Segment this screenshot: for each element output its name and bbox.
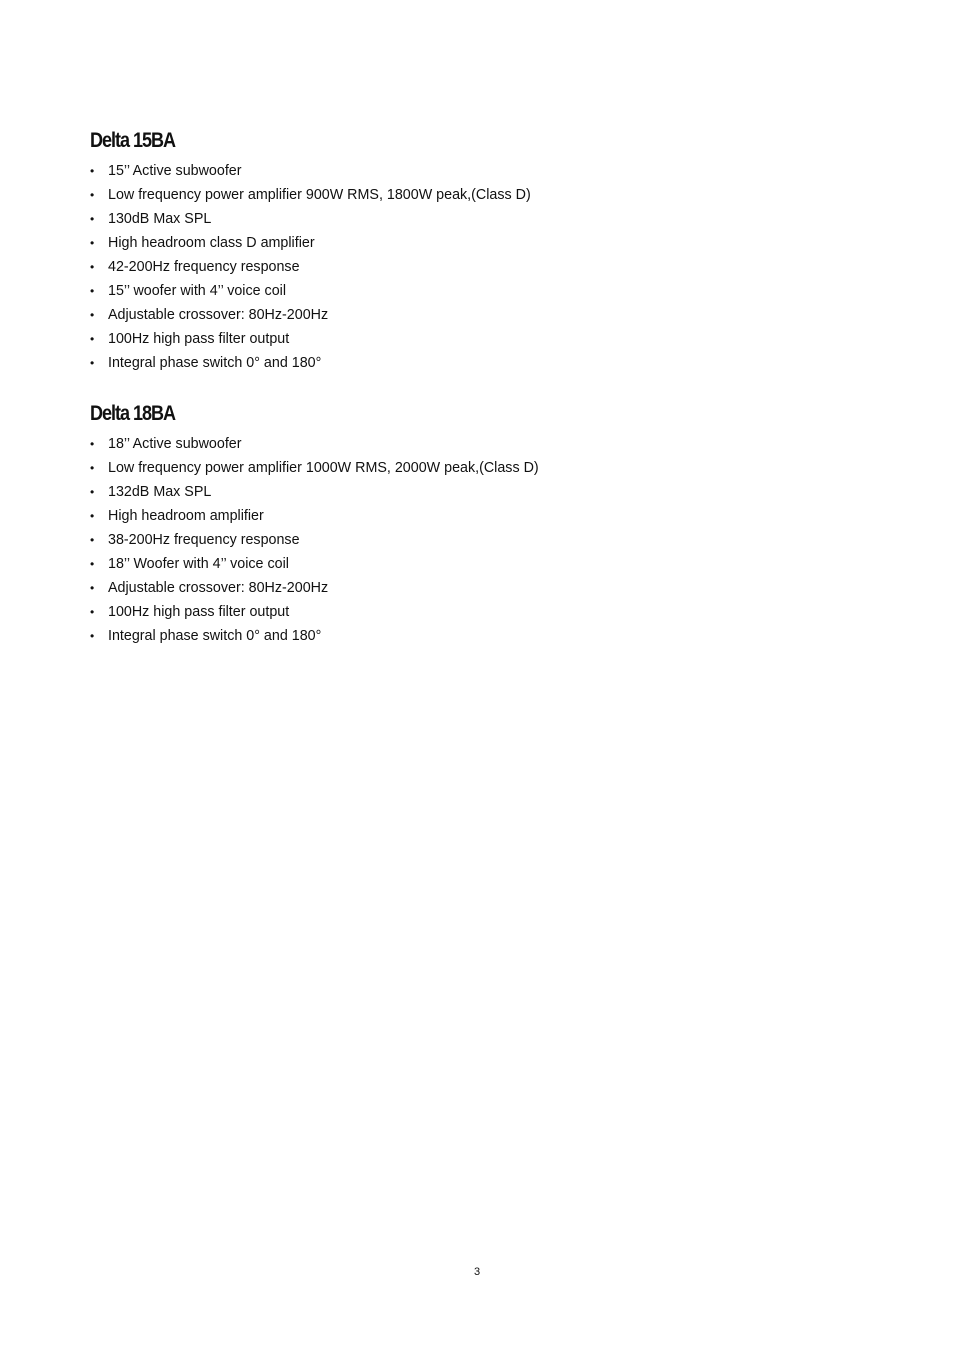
- list-item: [90, 480, 790, 504]
- list-item-text: Integral phase switch 0° and 180°: [108, 628, 322, 644]
- list-item-text: Low frequency power amplifier 1000W RMS, 2000W peak,(Class D): [108, 460, 539, 476]
- list-item: [90, 600, 790, 624]
- list-item-text: High headroom class D amplifier: [108, 235, 315, 251]
- list-item: [90, 552, 790, 576]
- list-item: [90, 207, 790, 231]
- list-item: [90, 255, 790, 279]
- bullet-icon: •: [90, 437, 95, 451]
- list-item-text: Adjustable crossover: 80Hz-200Hz: [108, 580, 329, 596]
- list-item: [90, 279, 790, 303]
- bullet-icon: •: [90, 485, 95, 499]
- list-item-text: 15’’ woofer with 4’’ voice coil: [108, 283, 287, 299]
- bullet-icon: •: [90, 533, 95, 547]
- list-item-text: 18’’ Active subwoofer: [108, 436, 242, 452]
- list-item-text: Low frequency power amplifier 900W RMS, 1800W peak,(Class D): [108, 187, 531, 203]
- bullet-icon: •: [90, 236, 95, 250]
- bullet-icon: •: [90, 284, 95, 298]
- bullet-icon: •: [90, 332, 95, 346]
- spec-list: [90, 432, 790, 648]
- list-item: [90, 504, 790, 528]
- bullet-icon: •: [90, 308, 95, 322]
- bullet-icon: •: [90, 509, 95, 523]
- list-item: [90, 432, 790, 456]
- list-item: [90, 456, 790, 480]
- list-item-text: 100Hz high pass filter output: [108, 604, 290, 620]
- list-item: [90, 351, 790, 375]
- list-item: [90, 576, 790, 600]
- bullet-icon: •: [90, 164, 95, 178]
- bullet-icon: •: [90, 581, 95, 595]
- list-item: [90, 327, 790, 351]
- list-item-text: 100Hz high pass filter output: [108, 331, 290, 347]
- list-item-text: 18’’ Woofer with 4’’ voice coil: [108, 556, 289, 572]
- bullet-icon: •: [90, 212, 95, 226]
- list-item-text: 42-200Hz frequency response: [108, 259, 300, 275]
- section-heading: Delta 18BA: [90, 402, 176, 425]
- bullet-icon: •: [90, 605, 95, 619]
- section-heading: Delta 15BA: [90, 129, 176, 152]
- bullet-icon: •: [90, 629, 95, 643]
- list-item-text: 15’’ Active subwoofer: [108, 163, 242, 179]
- list-item: [90, 303, 790, 327]
- bullet-icon: •: [90, 188, 95, 202]
- list-item-text: 38-200Hz frequency response: [108, 532, 300, 548]
- spec-list: [90, 159, 790, 375]
- list-item-text: Adjustable crossover: 80Hz-200Hz: [108, 307, 329, 323]
- list-item-text: High headroom amplifier: [108, 508, 264, 524]
- bullet-icon: •: [90, 260, 95, 274]
- bullet-icon: •: [90, 557, 95, 571]
- list-item-text: 132dB Max SPL: [108, 484, 212, 500]
- list-item-text: Integral phase switch 0° and 180°: [108, 355, 322, 371]
- bullet-icon: •: [90, 461, 95, 475]
- bullet-icon: •: [90, 356, 95, 370]
- list-item-text: 130dB Max SPL: [108, 211, 212, 227]
- page-number: 3: [473, 1266, 481, 1278]
- list-item: [90, 528, 790, 552]
- list-item: [90, 624, 790, 648]
- list-item: [90, 159, 790, 183]
- delta-15ba-section: [90, 127, 790, 375]
- list-item: [90, 231, 790, 255]
- delta-18ba-section: [90, 400, 790, 648]
- list-item: [90, 183, 790, 207]
